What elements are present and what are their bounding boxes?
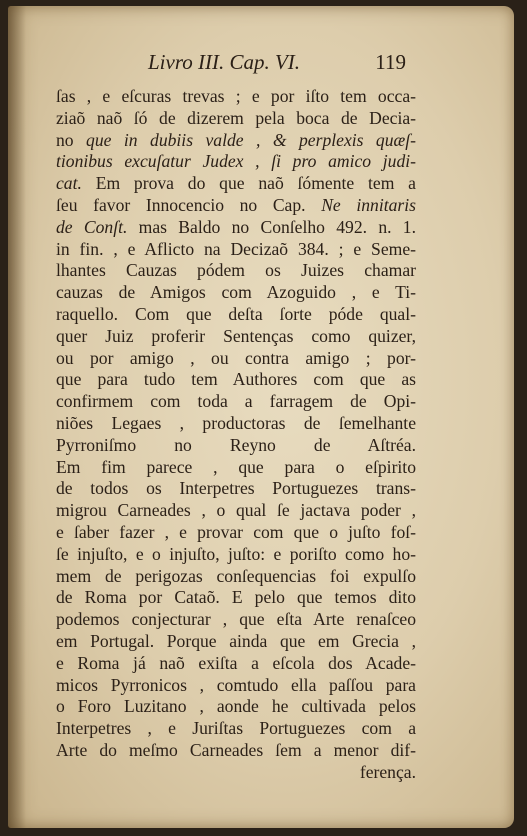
text-segment: raquello. Com que deſta ſorte póde qual- [56,303,416,324]
page-header [148,50,406,80]
text-line [56,173,416,195]
text-line [56,369,416,391]
text-line [56,326,416,348]
text-line [56,391,416,413]
text-line [56,566,416,588]
text-line [56,108,416,130]
text-segment: ſeu favor Innocencio no Cap. [56,194,322,215]
running-head: Livro III. Cap. VI. [148,50,301,74]
text-segment: ou por amigo , ou contra amigo ; por- [56,347,416,368]
body-text [56,86,416,784]
text-line [56,413,416,435]
text-segment: Pyrroniſmo no Reyno de Aſtréa. [56,434,416,455]
text-line [56,609,416,631]
text-segment: e Roma já naõ exiſta a eſcola dos Acade- [56,652,416,673]
page-number: 119 [375,50,406,74]
text-line [56,696,416,718]
text-line [56,478,416,500]
text-line [56,260,416,282]
text-line [56,522,416,544]
text-segment: de todos os Interpetres Portuguezes trans- [56,478,416,499]
text-line [56,740,416,762]
italic-segment: Ne innitaris [321,194,416,215]
text-segment: o Foro Luzitano , aonde he cultivada pelos [56,696,416,717]
text-segment: niões Legaes , productoras de ſemelhante [56,412,416,433]
text-line [56,282,416,304]
text-segment: Arte do meſmo Carneades ſem a menor dif- [56,739,416,760]
text-segment: in fin. , e Aflicto na Decizaõ 384. ; e Seme- [56,238,416,259]
text-segment: quer Juiz proferir Sentenças como quizer, [56,325,416,346]
text-segment: e ſaber fazer , e provar com que o juſto foſ- [56,521,416,542]
italic-segment: de Conſt. [56,216,128,237]
italic-segment: cat. [56,173,82,194]
text-line [56,653,416,675]
text-segment: de Roma por Cataõ. E pelo que temos dito [56,587,416,608]
text-line [56,217,416,239]
text-line [56,86,416,108]
text-segment: mas Baldo no Conſelho 492. n. 1. [127,216,416,237]
page-gutter-shadow [8,6,26,828]
text-segment: Interpetres , e Juriſtas Portuguezes com a [56,718,416,739]
text-line [56,587,416,609]
text-segment: que para tudo tem Authores com que as [56,369,416,390]
text-segment: lhantes Cauzas pódem os Juizes chamar [56,260,416,281]
text-segment: cauzas de Amigos com Azoguido , e Ti- [56,282,416,303]
text-line [56,675,416,697]
text-segment: ziaõ naõ ſó de dizerem pela boca de Decia- [56,107,416,128]
text-line [56,762,416,784]
text-line [56,304,416,326]
text-segment: ferença. [359,761,416,782]
italic-segment: tionibus excuſatur Judex , ſi pro amico judi- [56,151,416,172]
italic-segment: que in dubiis valde , & perplexis quæſ- [86,129,416,150]
text-segment: confirmem com toda a farragem de Opi- [56,391,416,412]
book-page [8,6,514,828]
text-segment: mem de perigozas conſequencias foi expulſo [56,565,416,586]
text-line [56,195,416,217]
text-line [56,631,416,653]
text-line [56,457,416,479]
text-line [56,544,416,566]
text-line [56,435,416,457]
text-segment: ſas , e eſcuras trevas ; e por iſto tem occa- [56,86,416,106]
text-segment: podemos conjecturar , que eſta Arte renaſceo [56,609,416,630]
text-line [56,500,416,522]
text-line [56,348,416,370]
text-segment: migrou Carneades , o qual ſe jactava poder , [56,500,416,521]
text-line [56,151,416,173]
text-line [56,239,416,261]
text-segment: no [56,129,87,150]
text-segment: micos Pyrronicos , comtudo ella paſſou para [56,674,416,695]
text-line [56,718,416,740]
text-segment: em Portugal. Porque ainda que em Grecia , [56,630,416,651]
text-segment: Em prova do que naõ ſómente tem a [81,173,416,194]
text-segment: ſe injuſto, e o injuſto, juſto: e poriſto como ho- [56,543,416,564]
text-line [56,130,416,152]
text-segment: Em fim parece , que para o eſpirito [56,456,416,477]
